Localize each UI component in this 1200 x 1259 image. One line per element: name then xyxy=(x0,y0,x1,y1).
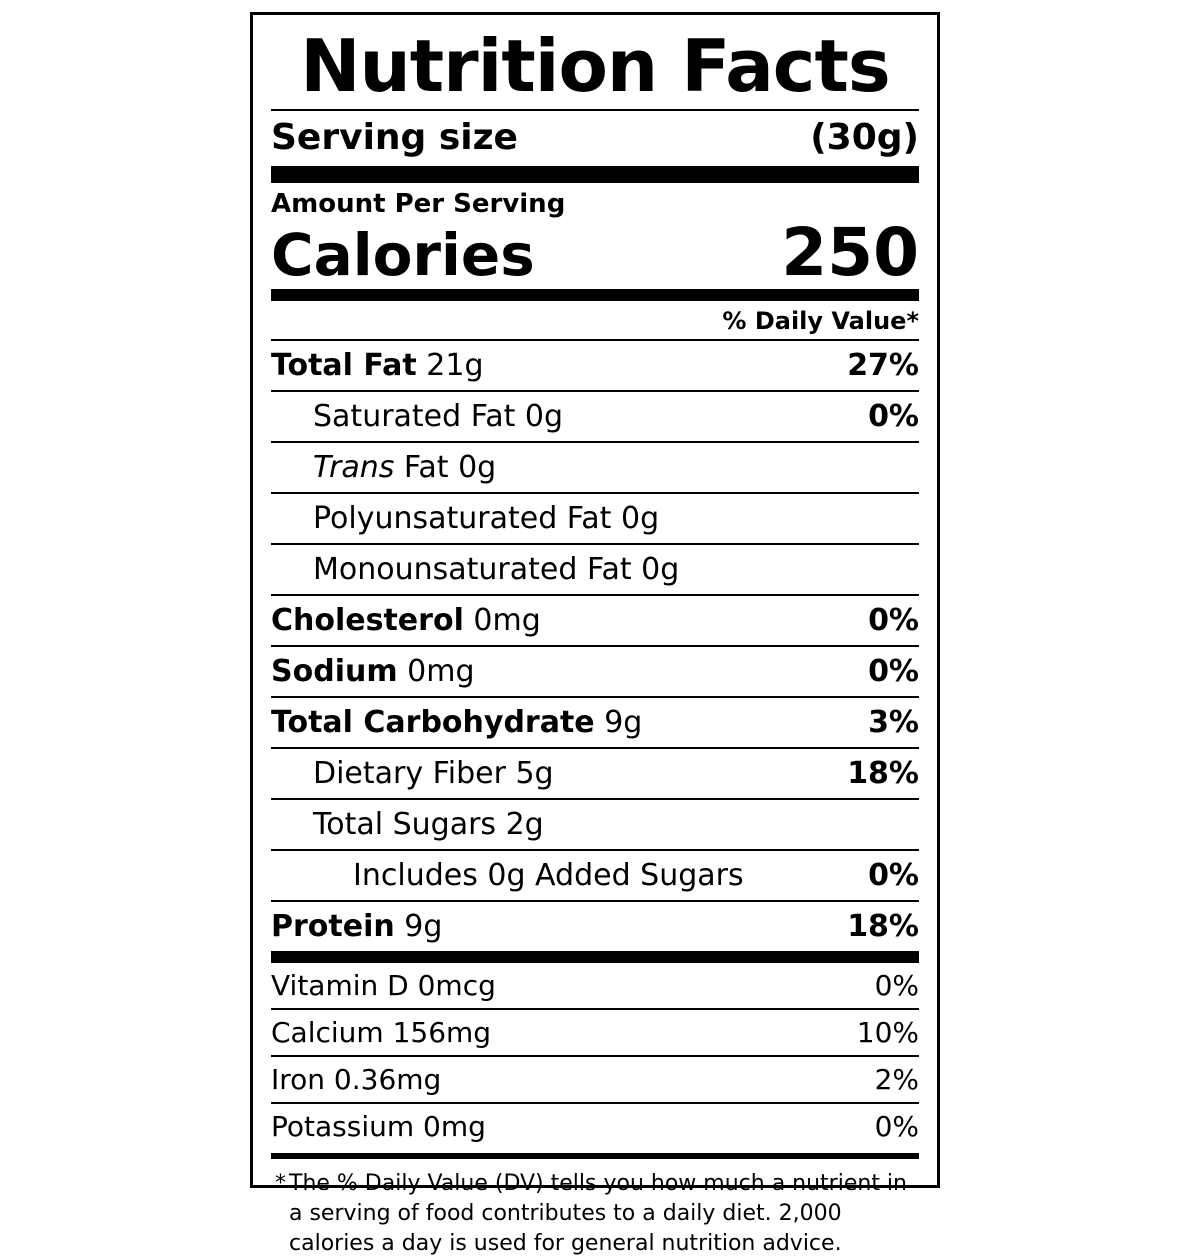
vitamin-name-vitamin-d: Vitamin D 0mcg xyxy=(271,969,496,1002)
nutrient-row-total-sugars xyxy=(271,798,919,849)
nutrient-pct-total-carbohydrate: 3% xyxy=(868,705,919,740)
footnote-star: * xyxy=(275,1171,286,1196)
serving-size-row xyxy=(271,111,919,166)
serving-size-value: (30g) xyxy=(810,117,919,158)
calories-row xyxy=(271,214,919,291)
nutrient-name-total-sugars: Total Sugars 2g xyxy=(313,807,544,842)
label-title: Nutrition Facts xyxy=(300,24,890,108)
nutrient-name-trans-fat: Trans Fat 0g xyxy=(313,450,497,485)
footnote-text: The % Daily Value (DV) tells you how much a nutrient in a serving of food contributes to a daily diet. 2,000 calories a day is used for general nutrition advice. xyxy=(289,1171,907,1256)
nutrient-name-added-sugars: Includes 0g Added Sugars xyxy=(353,858,744,893)
calories-label: Calories xyxy=(271,221,535,289)
nutrient-pct-sodium: 0% xyxy=(868,654,919,689)
nutrient-pct-added-sugars: 0% xyxy=(868,858,919,893)
nutrient-name-monounsaturated-fat: Monounsaturated Fat 0g xyxy=(313,552,680,587)
amount-per-serving-label: Amount Per Serving xyxy=(271,189,566,219)
nutrient-row-protein xyxy=(271,900,919,951)
calories-value: 250 xyxy=(781,214,919,291)
nutrient-row-added-sugars xyxy=(271,849,919,900)
nutrient-row-trans-fat xyxy=(271,441,919,492)
nutrient-name-cholesterol: Cholesterol 0mg xyxy=(271,603,541,638)
divider-thick-3 xyxy=(271,951,919,963)
nutrient-row-saturated-fat xyxy=(271,390,919,441)
nutrient-pct-saturated-fat: 0% xyxy=(868,399,919,434)
nutrient-pct-dietary-fiber: 18% xyxy=(847,756,919,791)
vitamin-pct-calcium: 10% xyxy=(856,1016,919,1049)
nutrient-name-saturated-fat: Saturated Fat 0g xyxy=(313,399,564,434)
vitamin-row-vitamin-d xyxy=(271,963,919,1008)
vitamin-pct-iron: 2% xyxy=(874,1063,919,1096)
vitamin-row-iron xyxy=(271,1055,919,1102)
vitamin-row-potassium xyxy=(271,1102,919,1149)
nutrient-row-cholesterol xyxy=(271,594,919,645)
nutrient-row-polyunsaturated-fat xyxy=(271,492,919,543)
divider-thick-1 xyxy=(271,166,919,183)
vitamin-name-calcium: Calcium 156mg xyxy=(271,1016,492,1049)
nutrition-facts-label xyxy=(250,12,940,1256)
nutrient-name-sodium: Sodium 0mg xyxy=(271,654,475,689)
nutrient-pct-protein: 18% xyxy=(847,909,919,944)
nutrient-name-protein: Protein 9g xyxy=(271,909,443,944)
vitamin-pct-potassium: 0% xyxy=(874,1110,919,1143)
nutrient-name-total-fat: Total Fat 21g xyxy=(271,348,484,383)
serving-size-label: Serving size xyxy=(271,117,518,158)
nutrient-name-polyunsaturated-fat: Polyunsaturated Fat 0g xyxy=(313,501,660,536)
nutrient-row-total-carbohydrate xyxy=(271,696,919,747)
nutrient-row-monounsaturated-fat xyxy=(271,543,919,594)
vitamin-name-potassium: Potassium 0mg xyxy=(271,1110,486,1143)
nutrient-pct-cholesterol: 0% xyxy=(868,603,919,638)
vitamin-name-iron: Iron 0.36mg xyxy=(271,1063,442,1096)
vitamin-row-calcium xyxy=(271,1008,919,1055)
vitamin-pct-vitamin-d: 0% xyxy=(874,969,919,1002)
nutrient-name-total-carbohydrate: Total Carbohydrate 9g xyxy=(271,705,643,740)
nutrient-row-dietary-fiber xyxy=(271,747,919,798)
nutrient-name-dietary-fiber: Dietary Fiber 5g xyxy=(313,756,554,791)
daily-value-header: % Daily Value* xyxy=(722,307,919,335)
nutrient-row-sodium xyxy=(271,645,919,696)
nutrient-row-total-fat xyxy=(271,339,919,390)
nutrient-pct-total-fat: 27% xyxy=(847,348,919,383)
footnote xyxy=(271,1159,919,1259)
